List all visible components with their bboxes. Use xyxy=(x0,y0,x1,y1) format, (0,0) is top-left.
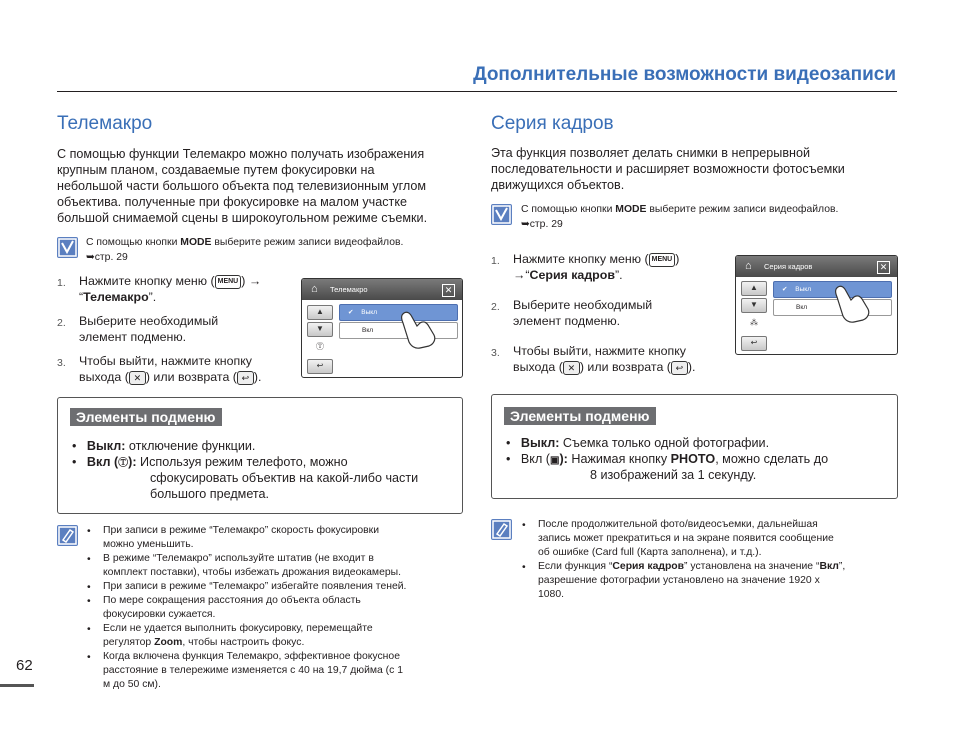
step-text: ) или возврата ( xyxy=(145,370,237,384)
option-label: Вкл xyxy=(796,304,808,311)
bullet: • xyxy=(522,562,526,573)
step-text: ). xyxy=(687,360,696,374)
intro-line: последовательности и расширяет возможности фотосъемки xyxy=(491,162,845,176)
note-text: С помощью кнопки xyxy=(86,237,181,248)
tip-line: разрешение фотографии установлено на значение 1920 x xyxy=(538,575,820,586)
hand-pointer-icon xyxy=(398,309,440,349)
return-key-icon: ↩ xyxy=(671,361,688,375)
submenu-header: Элементы подменю xyxy=(70,408,222,426)
check-icon: ✔ xyxy=(782,286,788,293)
step-text: ) xyxy=(675,252,680,266)
item-text: Нажимая кнопку xyxy=(567,452,671,466)
burst-icon: ⁂ xyxy=(750,318,758,327)
bullet: • xyxy=(87,624,91,635)
bullet: • xyxy=(87,554,91,565)
item-text: Съемка только одной фотографии. xyxy=(559,436,770,450)
tip-text: регулятор xyxy=(103,637,155,648)
close-icon[interactable]: ✕ xyxy=(442,284,455,297)
intro-line: Эта функция позволяет делать снимки в непрерывной xyxy=(491,146,811,160)
step-text: элемент подменю. xyxy=(513,314,621,328)
bullet: • xyxy=(522,520,526,531)
scroll-down-button[interactable]: ▼ xyxy=(307,322,333,337)
checkmark-note-icon xyxy=(57,237,78,258)
submenu-item-off: • Выкл: Съемка только одной фотографии. xyxy=(506,436,770,450)
item-bold: PHOTO xyxy=(670,452,716,466)
camera-icon: ⌂ xyxy=(311,283,318,295)
telemacro-icon: Ⓣ xyxy=(316,342,324,351)
step-text: Выберите необходимый xyxy=(513,298,653,312)
intro-line: С помощью функции Телемакро можно получать изображения xyxy=(57,147,425,161)
pencil-note-icon xyxy=(491,519,512,540)
page-number-bar xyxy=(0,684,34,687)
tip-line: м до 50 см). xyxy=(103,679,161,690)
return-key-icon: ↩ xyxy=(237,371,254,385)
close-icon[interactable]: ✕ xyxy=(877,261,890,274)
step-text: ). xyxy=(253,370,262,384)
intro-line: движущихся объектов. xyxy=(491,178,625,192)
tip-bold: Серия кадров xyxy=(612,561,685,572)
tip-line: В режиме “Телемакро” используйте штатив (не входит в xyxy=(103,553,374,564)
step-text: →“ xyxy=(513,268,530,282)
scroll-up-button[interactable]: ▲ xyxy=(307,305,333,320)
tip-line: комплект поставки), чтобы избежать дрожания видеокамеры. xyxy=(103,567,401,578)
telemacro-submenu-box xyxy=(57,397,463,514)
tip-line xyxy=(538,560,845,575)
step-2 xyxy=(79,313,218,345)
tip-line: можно уменьшить. xyxy=(103,539,194,550)
step-text: Нажмите кнопку меню ( xyxy=(79,274,215,288)
menu-key-icon: MENU xyxy=(215,275,242,289)
telemacro-mode-note xyxy=(86,236,466,265)
tip-line: Если не удается выполнить фокусировку, перемещайте xyxy=(103,623,373,634)
header-rule xyxy=(57,91,897,92)
step-3 xyxy=(79,353,262,385)
note-text: выберите режим записи видеофайлов. xyxy=(646,204,839,215)
submenu-item-off: • Выкл: отключение функции. xyxy=(72,439,256,453)
tip-line: При записи в режиме “Телемакро” скорость фокусировки xyxy=(103,525,380,536)
telemacro-intro xyxy=(57,146,477,226)
checkmark-note-icon xyxy=(491,204,512,225)
exit-key-icon: ✕ xyxy=(129,371,146,385)
intro-line: небольшой части большого объекта под телевизионным углом xyxy=(57,179,427,193)
step-1 xyxy=(513,251,679,283)
option-label: Вкл xyxy=(362,327,374,334)
step-number: 1. xyxy=(491,255,500,267)
camera-icon: ⌂ xyxy=(745,260,752,272)
burst-submenu-box xyxy=(491,394,898,499)
step-2 xyxy=(513,297,652,329)
item-text: Вкл ( xyxy=(520,452,550,466)
scroll-up-button[interactable]: ▲ xyxy=(741,281,767,296)
tip-line: запись может прекратиться и на экране появится сообщение xyxy=(538,533,834,544)
menu-key-icon: MENU xyxy=(649,253,676,267)
item-text: Используя режим телефото, можно xyxy=(136,455,348,469)
bullet: • xyxy=(87,652,91,663)
step-number: 2. xyxy=(57,317,66,329)
note-text: С помощью кнопки xyxy=(521,204,616,215)
burst-mode-note xyxy=(521,203,901,232)
intro-line: объектива. полученные при фокусировке на малом участке xyxy=(57,195,407,209)
step-text: элемент подменю. xyxy=(79,330,187,344)
step-number: 3. xyxy=(491,347,500,359)
return-button[interactable]: ↩ xyxy=(741,336,767,351)
option-label: Выкл xyxy=(361,309,377,316)
hand-pointer-icon xyxy=(832,283,874,323)
note-page-ref: ➥стр. 29 xyxy=(86,251,128,263)
bullet: • xyxy=(87,596,91,607)
item-text: 8 изображений за 1 секунду. xyxy=(590,468,757,482)
tip-text: ” установлена на значение “ xyxy=(684,561,820,572)
step-text: Чтобы выйти, нажмите кнопку xyxy=(513,344,686,358)
tip-text: ”, xyxy=(838,561,846,572)
step-text: ”. xyxy=(148,290,157,304)
item-text: большого предмета. xyxy=(150,487,270,501)
check-icon: ✔ xyxy=(348,309,354,316)
step-bold: Телемакро xyxy=(83,290,149,304)
note-mode-bold: MODE xyxy=(615,204,647,215)
telemacro-on-icon: Ⓣ xyxy=(118,458,129,469)
step-text: Нажмите кнопку меню ( xyxy=(513,252,649,266)
item-bold: Выкл: xyxy=(86,439,126,453)
item-bold: ): xyxy=(559,452,568,466)
page-number: 62 xyxy=(16,657,33,674)
exit-key-icon: ✕ xyxy=(563,361,580,375)
item-bold: ): xyxy=(128,455,137,469)
note-mode-bold: MODE xyxy=(180,237,212,248)
intro-line: большой снимаемой сцены в широкоугольном режиме съемки. xyxy=(57,211,428,225)
tip-text: , чтобы настроить фокус. xyxy=(182,637,305,648)
tip-line: Когда включена функция Телемакро, эффективное фокусное xyxy=(103,651,400,662)
burst-screen-mock xyxy=(735,255,898,355)
section-title-telemacro: Телемакро xyxy=(57,113,153,134)
screen-title: Телемакро xyxy=(330,285,368,294)
bullet: • xyxy=(87,582,91,593)
tip-bold: Zoom xyxy=(154,637,183,648)
note-page-ref: ➥стр. 29 xyxy=(521,218,563,230)
step-text: ) → xyxy=(241,274,262,288)
step-text: “ xyxy=(79,290,84,304)
section-title-burst: Серия кадров xyxy=(491,113,614,134)
tip-line: 1080. xyxy=(538,589,565,600)
step-text: ”. xyxy=(614,268,623,282)
page-header-title: Дополнительные возможности видеозаписи xyxy=(473,64,896,85)
tip-line: фокусировки сужается. xyxy=(103,609,216,620)
step-text: выхода ( xyxy=(513,360,563,374)
telemacro-screen-mock xyxy=(301,278,463,378)
submenu-item-on: • Вкл (▣): Нажимая кнопку PHOTO, можно сделать до xyxy=(506,452,829,466)
scroll-down-button[interactable]: ▼ xyxy=(741,298,767,313)
return-button[interactable]: ↩ xyxy=(307,359,333,374)
burst-on-icon: ▣ xyxy=(550,455,560,466)
screen-title-bar xyxy=(302,279,462,300)
submenu-item-on: • Вкл (Ⓣ): Используя режим телефото, можно xyxy=(72,455,348,469)
item-text: отключение функции. xyxy=(125,439,256,453)
step-bold: Серия кадров xyxy=(529,268,615,282)
step-text: ) или возврата ( xyxy=(579,360,671,374)
item-text: , можно сделать до xyxy=(715,452,829,466)
tip-line: При записи в режиме “Телемакро” избегайте появления теней. xyxy=(103,581,407,592)
step-3 xyxy=(513,343,696,375)
step-1 xyxy=(79,273,261,305)
step-text: Выберите необходимый xyxy=(79,314,219,328)
step-number: 1. xyxy=(57,277,66,289)
item-bold: Выкл: xyxy=(520,436,560,450)
step-number: 2. xyxy=(491,301,500,313)
tip-bold: Вкл xyxy=(819,561,839,572)
item-text: сфокусировать объектив на какой-либо части xyxy=(150,471,419,485)
intro-line: крупным планом, создаваемые путем фокусировки на xyxy=(57,163,375,177)
item-bold: Вкл ( xyxy=(86,455,119,469)
tip-text: Если функция “ xyxy=(538,561,613,572)
tip-line: об ошибке (Card full (Карта заполнена), и т.д.). xyxy=(538,547,762,558)
step-text: выхода ( xyxy=(79,370,129,384)
note-text: выберите режим записи видеофайлов. xyxy=(211,237,404,248)
pencil-note-icon xyxy=(57,525,78,546)
step-text: Чтобы выйти, нажмите кнопку xyxy=(79,354,252,368)
tip-line xyxy=(103,636,304,651)
screen-title: Серия кадров xyxy=(764,262,813,271)
tip-line: расстояние в телережиме изменяется с 40 на 19,7 дюйма (с 1 xyxy=(103,665,404,676)
step-number: 3. xyxy=(57,357,66,369)
tip-line: После продолжительной фото/видеосъемки, дальнейшая xyxy=(538,519,818,530)
screen-title-bar xyxy=(736,256,897,277)
option-label: Выкл xyxy=(795,286,811,293)
bullet: • xyxy=(87,526,91,537)
submenu-header: Элементы подменю xyxy=(504,407,656,425)
tip-line: По мере сокращения расстояния до объекта область xyxy=(103,595,361,606)
burst-intro xyxy=(491,145,891,193)
